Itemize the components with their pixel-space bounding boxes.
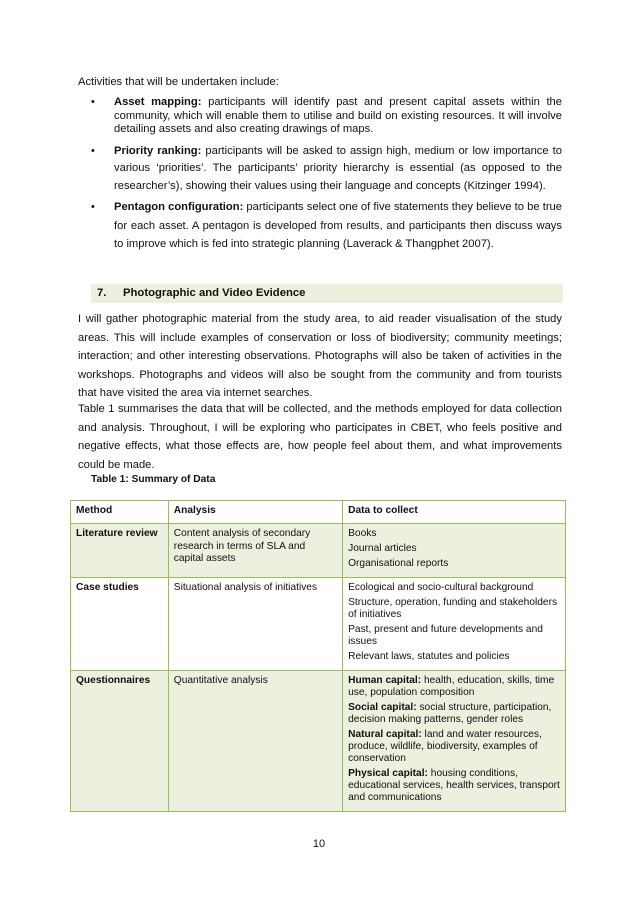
list-item-label: Priority ranking: [114, 144, 202, 157]
data-item: Books [348, 528, 377, 539]
list-item [78, 96, 562, 137]
table-row [71, 671, 566, 812]
cell-data [343, 671, 566, 812]
activities-list [78, 96, 562, 257]
header-data: Data to collect [343, 501, 566, 524]
cell-analysis: Content analysis of secondary research in terms of SLA and capital assets [168, 524, 342, 578]
data-item: Ecological and socio-cultural background [348, 582, 534, 593]
page-number: 10 [312, 838, 326, 850]
cell-data [343, 524, 566, 578]
list-item-label: Asset mapping: [114, 96, 202, 108]
data-item: Journal articles [348, 543, 417, 554]
data-item: Past, present and future developments and issues [348, 624, 543, 647]
section-title: Photographic and Video Evidence [123, 287, 306, 299]
section-number: 7. [97, 287, 107, 299]
summary-table [70, 500, 566, 812]
bullet-icon: • [91, 201, 95, 213]
table-row [71, 578, 566, 671]
data-item: Organisational reports [348, 558, 449, 569]
list-item-text: participants select one of five statements they believe to be true for each asset. A pentagon is developed from results, and participants then discuss ways to improve which is fed into strategic planning (Laverack & Thangphet 2007). [114, 201, 562, 250]
table-caption: Table 1: Summary of Data [91, 474, 216, 485]
cell-data [343, 578, 566, 671]
table-header-row [71, 501, 566, 524]
list-item-label: Pentagon configuration: [114, 201, 244, 213]
intro-text: Activities that will be undertaken include: [78, 76, 279, 88]
header-method: Method [71, 501, 169, 524]
list-item [78, 143, 562, 196]
list-item [78, 198, 562, 254]
paragraph-table-summary: Table 1 summarises the data that will be collected, and the methods employed for data collection and analysis. Throughout, I will be exploring who participates in CBET, who feels positive and negative effects, what those effects are, how people feel about them, and what improvements could be made. [78, 403, 562, 471]
section-heading [91, 284, 563, 303]
data-item: Human capital: health, education, skills, time use, population composition [348, 675, 555, 698]
cell-analysis: Quantitative analysis [168, 671, 342, 812]
cell-analysis: Situational analysis of initiatives [168, 578, 342, 671]
bullet-icon: • [91, 96, 95, 108]
data-item: Natural capital: land and water resources, produce, wildlife, biodiversity, examples of conservation [348, 729, 542, 764]
cell-method: Case studies [71, 578, 169, 671]
data-item: Relevant laws, statutes and policies [348, 651, 510, 662]
data-item: Social capital: social structure, participation, decision making patterns, gender roles [348, 702, 552, 725]
header-analysis: Analysis [168, 501, 342, 524]
list-item-text: participants will identify past and present capital assets within the community, which will enable them to utilise and build on existing resources. It will involve detailing assets and also creating drawings of maps. [114, 96, 562, 135]
paragraph-photographic: I will gather photographic material from the study area, to aid reader visualisation of the study areas. This will include examples of conservation or loss of biodiversity; community meetings; interaction; and other interesting observations. Photographs will also be taken of activities in the workshops. Photographs and videos will also be sought from the community and from tourists that have visited the area via internet searches. [78, 313, 562, 399]
data-item: Structure, operation, funding and stakeholders of initiatives [348, 597, 558, 620]
cell-method: Literature review [71, 524, 169, 578]
data-item: Physical capital: housing conditions, educational services, health services, transport and communications [348, 768, 560, 803]
cell-method: Questionnaires [71, 671, 169, 812]
table-row [71, 524, 566, 578]
list-item-text: participants will be asked to assign high, medium or low importance to various ‘priorities’. The participants’ priority hierarchy is essential (as opposed to the researcher’s), showing their values using their language and concepts (Kitzinger 1994). [114, 144, 562, 192]
bullet-icon: • [91, 144, 95, 157]
